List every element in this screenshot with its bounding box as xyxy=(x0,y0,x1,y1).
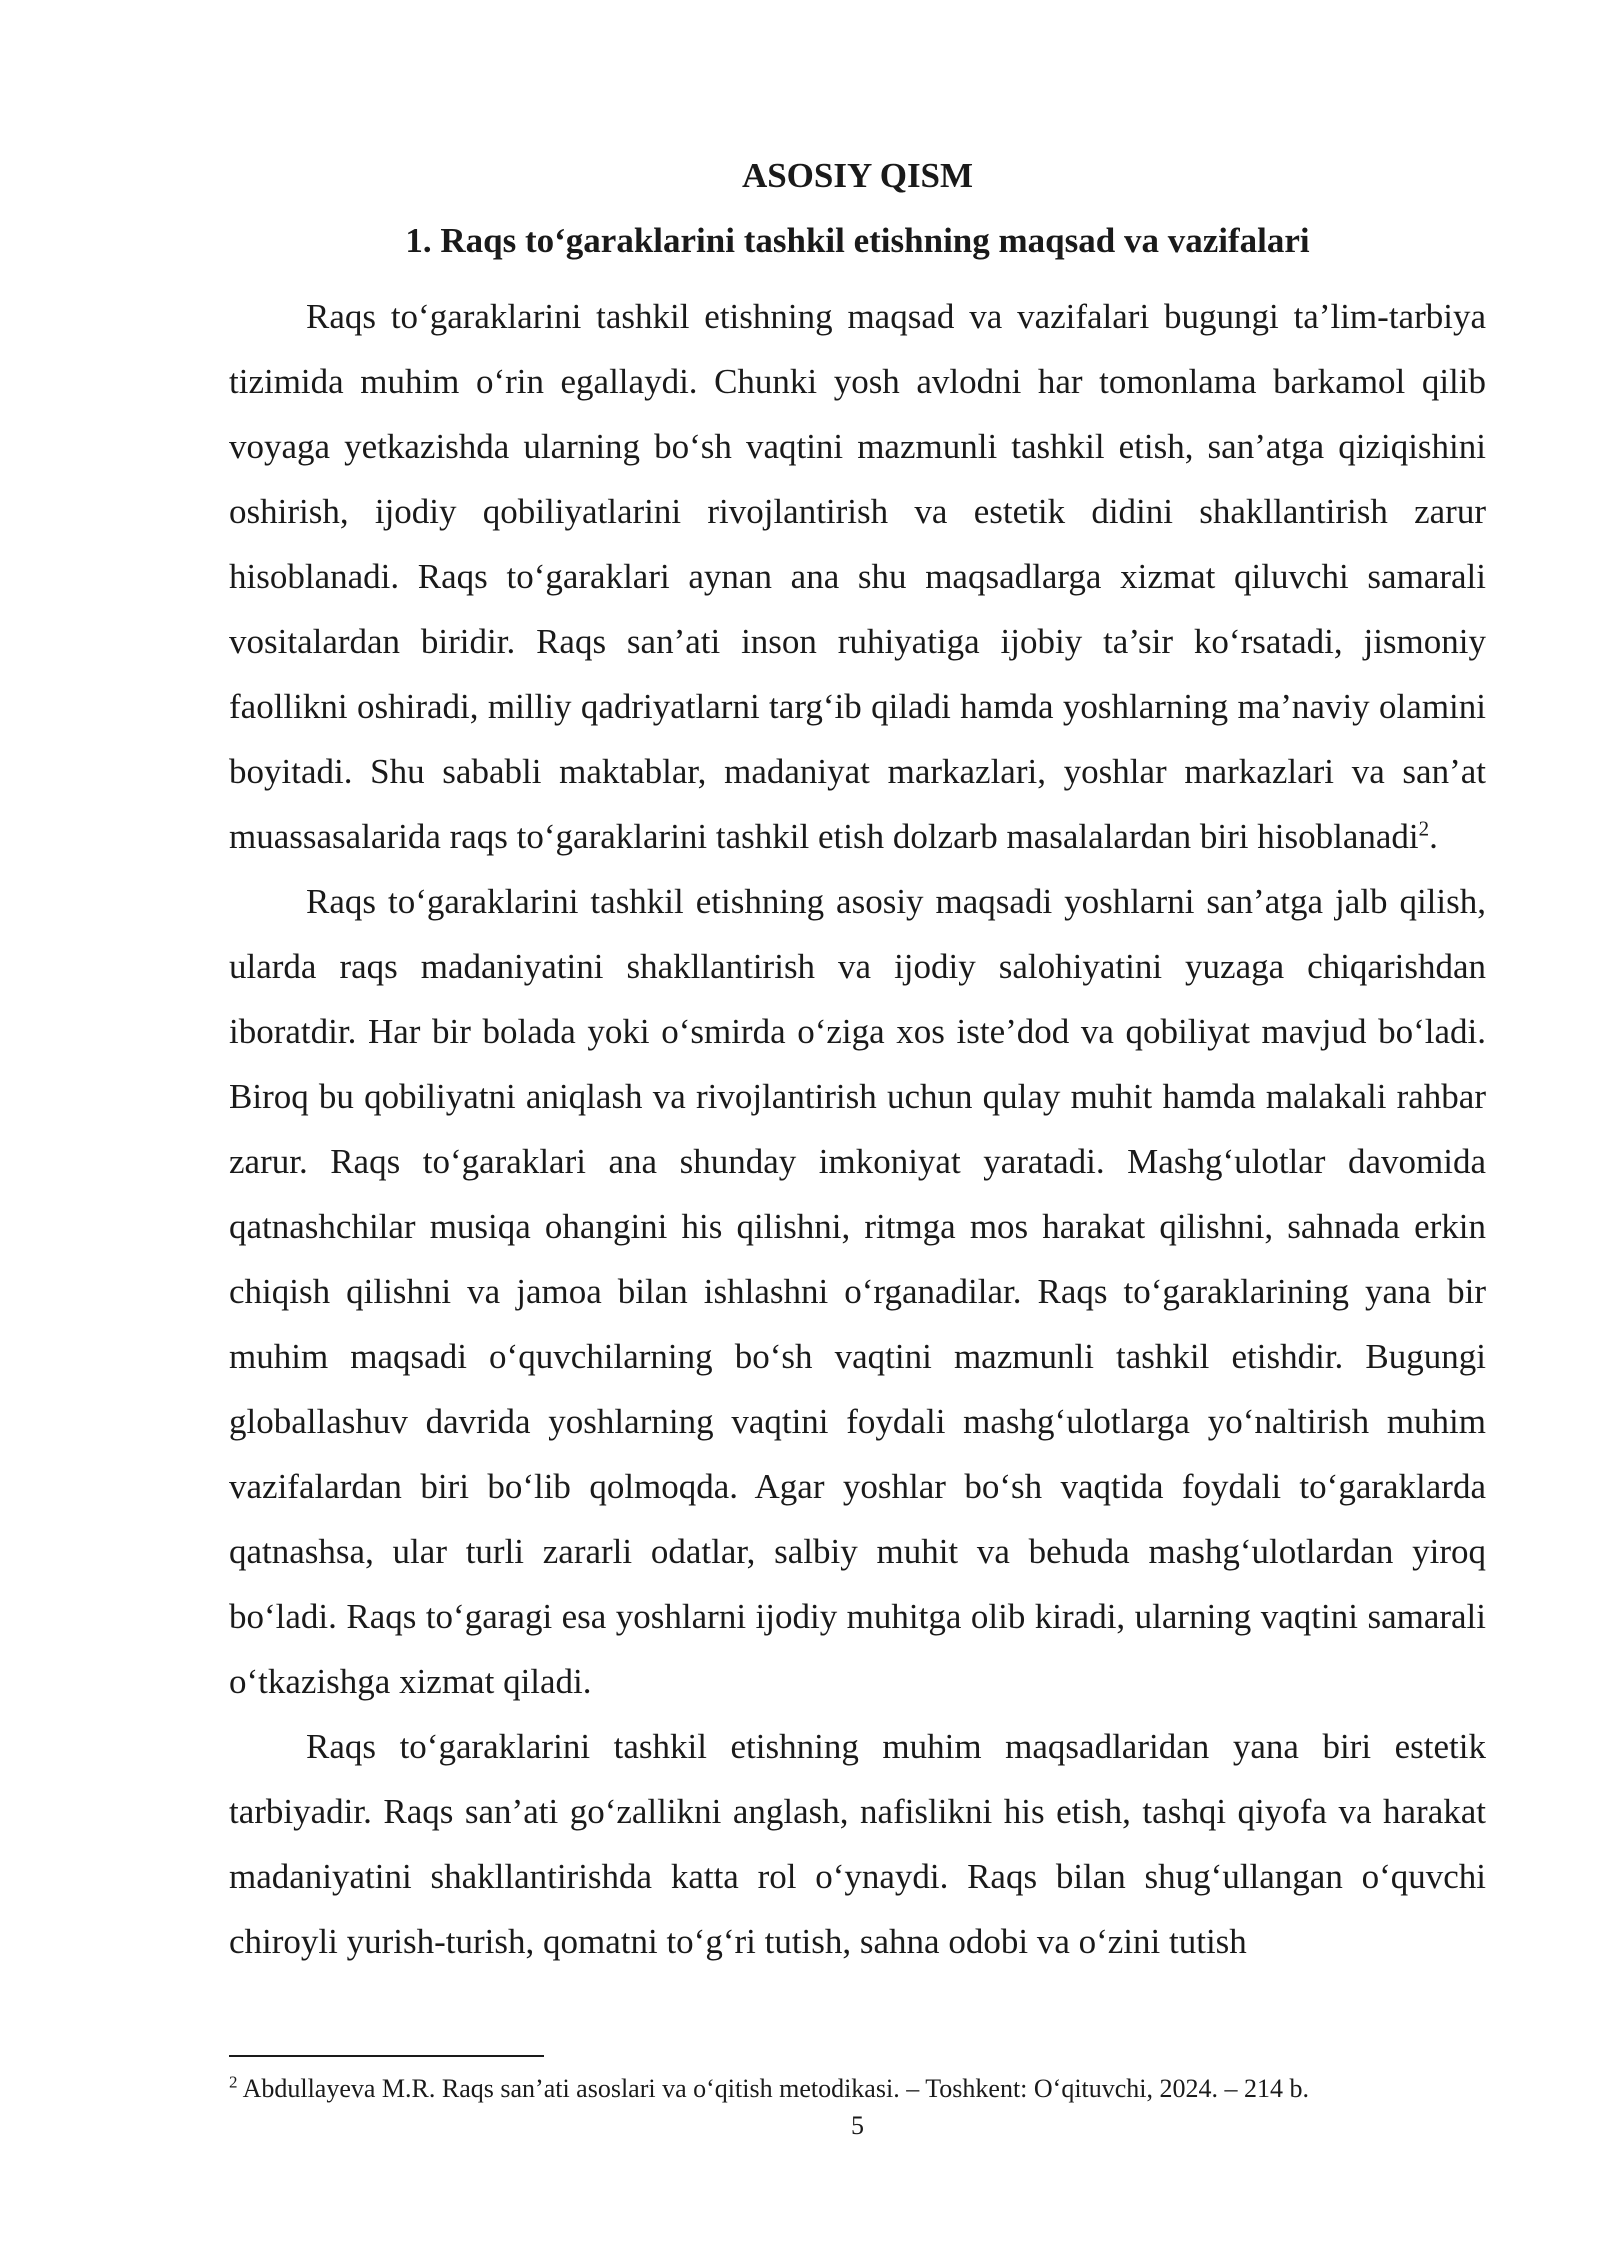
footnote-marker: 2 xyxy=(229,2072,238,2092)
page-number: 5 xyxy=(851,2111,864,2140)
footnote-separator xyxy=(229,2055,544,2057)
paragraph-1 xyxy=(229,284,1486,869)
paragraph-2: Raqs to‘garaklarini tashkil etishning asosiy maqsadi yoshlarni san’atga jalb qilish, ularda raqs madaniyatini shakllantirish va ijodiy salohiyatini yuzaga chiqarishdan iboratdir. Har bir bolada yoki o‘smirda o‘ziga xos iste’dod va qobiliyat mavjud bo‘ladi. Biroq bu qobiliyatni aniqlash va rivojlantirish uchun qulay muhit hamda malakali rahbar zarur. Raqs to‘garaklari ana shunday imkoniyat yaratadi. Mashg‘ulotlar davomida qatnashchilar musiqa ohangini his qilishni, ritmga mos harakat qilishni, sahnada erkin chiqish qilishni va jamoa bilan ishlashni o‘rganadilar. Raqs to‘garaklarining yana bir muhim maqsadi o‘quvchilarning bo‘sh vaqtini mazmunli tashkil etishdir. Bugungi globallashuv davrida yoshlarning vaqtini foydali mashg‘ulotlarga yo‘naltirish muhim vazifalardan biri bo‘lib qolmoqda. Agar yoshlar bo‘sh vaqtida foydali to‘garaklarda qatnashsa, ular turli zararli odatlar, salbiy muhit va behuda mashg‘ulotlardan yiroq bo‘ladi. Raqs to‘garagi esa yoshlarni ijodiy muhitga olib kiradi, ularning vaqtini samarali o‘tkazishga xizmat qiladi. xyxy=(229,882,1486,1701)
footnote xyxy=(229,2073,1486,2105)
paragraph-1-text: Raqs to‘garaklarini tashkil etishning maqsad va vazifalari bugungi ta’lim-tarbiya tizimida muhim o‘rin egallaydi. Chunki yosh avlodni har tomonlama barkamol qilib voyaga yetkazishda ularning bo‘sh vaqtini mazmunli tashkil etish, san’atga qiziqishini oshirish, ijodiy qobiliyatlarini rivojlantirish va estetik didini shakllantirish zarur hisoblanadi. Raqs to‘garaklari aynan ana shu maqsadlarga xizmat qiluvchi samarali vositalardan biridir. Raqs san’ati inson ruhiyatiga ijobiy ta’sir ko‘rsatadi, jismoniy faollikni oshiradi, milliy qadriyatlarni targ‘ib qiladi hamda yoshlarning ma’naviy olamini boyitadi. Shu sababli maktablar, madaniyat markazlari, yoshlar markazlari va san’at muassasalarida raqs to‘garaklarini tashkil etish dolzarb masalalardan biri hisoblanadi xyxy=(229,297,1486,856)
paragraph-1-end: . xyxy=(1429,817,1438,856)
main-heading: ASOSIY QISM xyxy=(741,156,974,195)
body-text xyxy=(229,284,1486,1974)
section-title: 1. Raqs to‘garaklarini tashkil etishning maqsad va vazifalari xyxy=(405,221,1310,260)
paragraph-3: Raqs to‘garaklarini tashkil etishning muhim maqsadlaridan yana biri estetik tarbiyadir. Raqs san’ati go‘zallikni anglash, nafislikni his etish, tashqi qiyofa va harakat madaniyatini shakllantirishda katta rol o‘ynaydi. Raqs bilan shug‘ullangan o‘quvchi chiroyli yurish-turish, qomatni to‘g‘ri tutish, sahna odobi va o‘zini tutish xyxy=(229,1727,1486,1961)
footnote-reference: 2 xyxy=(1418,816,1430,841)
footnote-text: Abdullayeva M.R. Raqs san’ati asoslari va o‘qitish metodikasi. – Toshkent: O‘qituvchi, 2024. – 214 b. xyxy=(242,2074,1310,2103)
